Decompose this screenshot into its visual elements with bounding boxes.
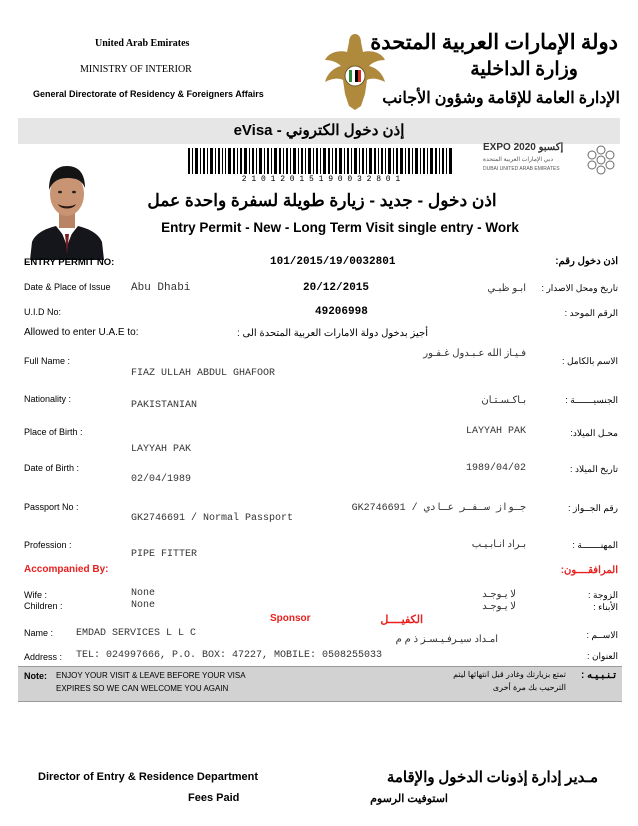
accompanied-label-ar: المرافقــــون: xyxy=(560,565,618,576)
sponsor-name: EMDAD SERVICES L L C xyxy=(76,628,197,639)
issue-place: Abu Dhabi xyxy=(131,282,191,294)
passport-ar-text: GK2746691 / جـواز سـفـر عـادي xyxy=(351,503,526,514)
pob: LAYYAH PAK xyxy=(131,444,192,455)
evisa-title-text: eVisa - إذن دخول الكتروني xyxy=(233,122,405,139)
uid-value: 49206998 xyxy=(315,306,368,318)
note-label: Note: xyxy=(24,671,47,681)
nationality: PAKISTANIAN xyxy=(131,400,198,411)
address: TEL: 024997666, P.O. BOX: 47227, MOBILE: 0508255033 xyxy=(76,650,383,661)
ministry-en: MINISTRY OF INTERIOR xyxy=(80,64,192,75)
profession-label-ar: المهنـــــــة : xyxy=(572,540,618,550)
pob-ar: LAYYAH PAK xyxy=(465,426,526,437)
full-name: FIAZ ULLAH ABDUL GHAFOOR xyxy=(131,368,276,379)
fees-en: Fees Paid xyxy=(188,792,240,804)
expo-logo xyxy=(483,140,623,184)
sponsor-name-ar: امـداد سيـرفـيـسـز ذ م م xyxy=(395,634,498,645)
passport: GK2746691 / Normal Passport xyxy=(131,513,294,524)
expo-sub-en: DUBAI UNITED ARAB EMIRATES xyxy=(483,166,560,172)
permit-no: 101/2015/19/0032801 xyxy=(270,256,396,268)
uid-label-ar: الرقم الموحد : xyxy=(564,308,618,318)
director-ar: مـدير إدارة إذونات الدخول والإقامة xyxy=(386,770,598,786)
wife-ar: لا يـوجـد xyxy=(482,589,516,600)
dob: 02/04/1989 xyxy=(131,474,192,485)
issue-place-ar: ابـو ظبـي xyxy=(487,283,526,294)
profession-ar: بـراد انـابـيـب xyxy=(471,539,526,550)
uid-label: U.I.D No: xyxy=(24,307,62,317)
wife-label: Wife : xyxy=(24,590,48,600)
permit-title-en: Entry Permit - New - Long Term Visit single entry - Work xyxy=(161,220,519,235)
full-name-ar: فـيـاز الله عـبـدول غـفـور xyxy=(423,348,526,359)
note-line2-ar: الترحيب بك مرة أخرى xyxy=(492,683,566,692)
issue-date: 20/12/2015 xyxy=(303,282,370,294)
ministry-ar: وزارة الداخلية xyxy=(470,59,578,80)
address-label: Address : xyxy=(24,652,63,662)
children-label-ar: الأبناء : xyxy=(593,602,618,612)
full-name-label-ar: الاسم بالكامل : xyxy=(561,356,618,366)
expo-title-en: EXPO 2020 xyxy=(483,142,536,153)
nationality-label: Nationality : xyxy=(24,394,72,404)
expo-title-ar: إكسبو xyxy=(538,142,564,153)
expo-title xyxy=(483,142,563,153)
nationality-ar: بـاكـسـتـان xyxy=(481,395,526,406)
permit-no-label-ar: اذن دخول رقم: xyxy=(555,256,618,267)
note-line1-ar: تمتع بزيارتك وغادر قبل انتهائها ليتم xyxy=(453,670,566,679)
profession: PIPE FITTER xyxy=(131,549,198,560)
dob-ar: 1989/04/02 xyxy=(465,463,526,474)
barcode xyxy=(188,148,454,174)
issue-label-ar: تاريخ ومحل الاصدار : xyxy=(541,283,618,293)
fees-ar: استوفيت الرسوم xyxy=(370,793,448,805)
country-ar: دولة الإمارات العربية المتحدة xyxy=(370,30,618,54)
holder-photo xyxy=(22,150,112,260)
children-ar: لا يـوجـد xyxy=(482,601,516,612)
nationality-label-ar: الجنسيـــــــة : xyxy=(565,395,618,405)
permit-title-ar: اذن دخول - جديد - زيارة طويلة لسفرة واحدة عمل xyxy=(147,191,497,210)
address-label-ar: العنوان : xyxy=(586,651,618,661)
directorate-en: General Directorate of Residency & Foreigners Affairs xyxy=(33,89,264,99)
passport-label-ar: رقم الجــواز : xyxy=(568,503,618,513)
pob-label-ar: محـل الميلاد: xyxy=(570,428,618,438)
expo-rosette-icon xyxy=(583,142,619,178)
passport-label: Passport No : xyxy=(24,502,79,512)
allowed-label-ar: أجيز بدخول دولة الامارات العربية المتحدة الى : xyxy=(236,328,428,339)
issue-label: Date & Place of Issue xyxy=(24,282,111,292)
country-en: United Arab Emirates xyxy=(95,38,190,49)
dob-label-ar: تاريخ الميلاد : xyxy=(570,464,618,474)
wife: None xyxy=(131,588,156,599)
full-name-label: Full Name : xyxy=(24,356,71,366)
profession-label: Profession : xyxy=(24,540,72,550)
dob-label: Date of Birth : xyxy=(24,463,80,473)
barcode-number: 2 1 0 1 2 0 1 5 1 9 0 0 3 2 8 0 1 xyxy=(241,175,401,184)
directorate-ar: الإدارة العامة للإقامة وشؤون الأجانب xyxy=(382,90,620,107)
wife-label-ar: الزوجة : xyxy=(588,590,618,600)
note-line1: ENJOY YOUR VISIT & LEAVE BEFORE YOUR VISA xyxy=(56,671,246,680)
children: None xyxy=(131,600,156,611)
sponsor-label: Sponsor xyxy=(270,613,311,624)
permit-no-label: ENTRY PERMIT NO: xyxy=(24,257,115,268)
expo-sub-ar: دبي الإمارات العربية المتحدة xyxy=(483,157,554,163)
note-label-ar: تـنـبـيـه : xyxy=(580,670,616,681)
children-label: Children : xyxy=(24,601,63,611)
name-label-ar: الاســم : xyxy=(586,630,618,640)
name-label: Name : xyxy=(24,628,54,638)
passport-ar xyxy=(352,502,526,514)
accompanied-label: Accompanied By: xyxy=(24,564,109,575)
allowed-label: Allowed to enter U.A.E to: xyxy=(24,327,139,338)
pob-label: Place of Birth : xyxy=(24,427,83,437)
director-en: Director of Entry & Residence Department xyxy=(38,771,259,783)
sponsor-label-ar: الكفيــــل xyxy=(380,614,423,626)
note-line2: EXPIRES SO WE CAN WELCOME YOU AGAIN xyxy=(56,684,229,693)
